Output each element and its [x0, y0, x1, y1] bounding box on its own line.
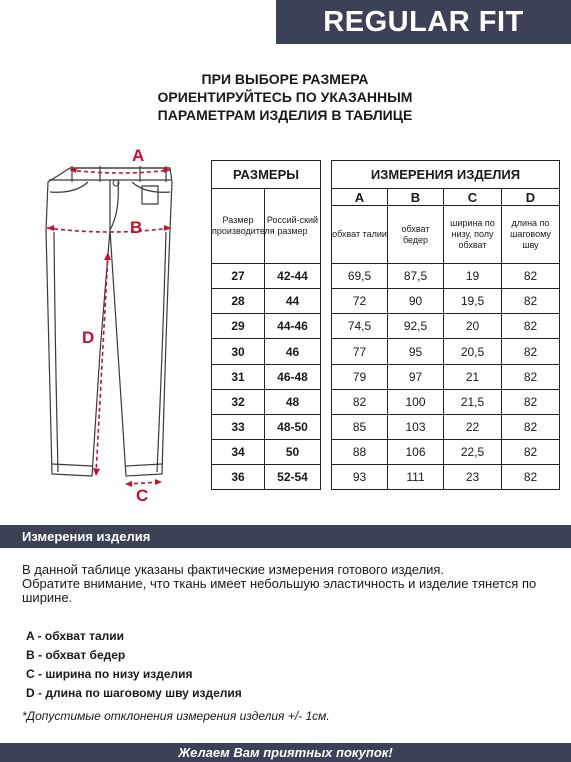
- table-row: [212, 464, 560, 489]
- table-row: [212, 264, 560, 289]
- cell-a: 77: [332, 339, 388, 364]
- cell-size: 32: [212, 389, 265, 414]
- label-a: A: [132, 146, 145, 165]
- cell-d: 82: [502, 339, 560, 364]
- arrowheads: [47, 167, 171, 487]
- sizes-header: РАЗМЕРЫ: [212, 161, 321, 189]
- cell-d: 82: [502, 414, 560, 439]
- measurement-legend: [26, 627, 242, 703]
- hem-right: [126, 464, 162, 466]
- cell-size: 27: [212, 264, 265, 289]
- cell-a: 88: [332, 439, 388, 464]
- russian-size-header: Россий-ский размер: [265, 189, 321, 264]
- cell-ru-size: 50: [265, 439, 321, 464]
- cell-size: 29: [212, 314, 265, 339]
- legend-item: B - обхват бедер: [26, 648, 126, 662]
- cell-c: 21: [444, 364, 502, 389]
- size-table: [211, 160, 560, 490]
- section-banner: [0, 525, 571, 548]
- cell-d: 82: [502, 389, 560, 414]
- manufacturer-size-header: Размер производителя: [212, 189, 265, 264]
- side-seam-right: [157, 232, 166, 472]
- cell-ru-size: 52-54: [265, 464, 321, 489]
- cell-c: 19: [444, 264, 502, 289]
- cell-d: 82: [502, 264, 560, 289]
- cell-a: 74,5: [332, 314, 388, 339]
- jeans-outline: [46, 168, 172, 476]
- col-letter-b: B: [388, 189, 444, 206]
- hip-line: [47, 228, 171, 232]
- col-letter-c: C: [444, 189, 502, 206]
- cell-d: 82: [502, 314, 560, 339]
- cell-ru-size: 42-44: [265, 264, 321, 289]
- cell-size: 28: [212, 289, 265, 314]
- title-banner: [276, 0, 571, 44]
- cell-b: 90: [388, 289, 444, 314]
- headline-line: ПАРАМЕТРАМ ИЗДЕЛИЯ В ТАБЛИЦЕ: [157, 107, 413, 123]
- cell-c: 20,5: [444, 339, 502, 364]
- cell-d: 82: [502, 464, 560, 489]
- headline-line: ОРИЕНТИРУЙТЕСЬ ПО УКАЗАННЫМ: [157, 89, 413, 105]
- jeans-diagram: [30, 142, 190, 507]
- legend-item: C - ширина по низу изделия: [26, 667, 193, 681]
- cell-c: 20: [444, 314, 502, 339]
- cell-ru-size: 48-50: [265, 414, 321, 439]
- col-letter-d: D: [502, 189, 560, 206]
- cell-ru-size: 48: [265, 389, 321, 414]
- cell-d: 82: [502, 289, 560, 314]
- front-pocket-right: [132, 182, 170, 192]
- cell-a: 72: [332, 289, 388, 314]
- col-desc-a: обхват талии: [332, 206, 388, 264]
- side-seam-left: [54, 232, 58, 472]
- table-row: [212, 389, 560, 414]
- paragraph-line: В данной таблице указаны фактические измерения готового изделия.: [22, 562, 445, 577]
- cell-a: 85: [332, 414, 388, 439]
- waist-line: [70, 170, 170, 173]
- col-desc-b: обхват бедер: [388, 206, 444, 264]
- legend-item: D - длина по шаговому шву изделия: [26, 686, 242, 700]
- headline-line: ПРИ ВЫБОРЕ РАЗМЕРА: [201, 71, 369, 87]
- cell-size: 34: [212, 439, 265, 464]
- measurements-header: ИЗМЕРЕНИЯ ИЗДЕЛИЯ: [332, 161, 560, 189]
- label-d: D: [82, 328, 95, 347]
- table-row: [212, 414, 560, 439]
- cell-b: 103: [388, 414, 444, 439]
- cell-b: 111: [388, 464, 444, 489]
- table-gap: [321, 161, 332, 490]
- cell-size: 36: [212, 464, 265, 489]
- col-letter-a: A: [332, 189, 388, 206]
- cell-size: 30: [212, 339, 265, 364]
- coin-pocket: [142, 186, 158, 204]
- cell-b: 106: [388, 439, 444, 464]
- measure-lines: [47, 170, 171, 484]
- col-desc-d: длина по шаговому шву: [502, 206, 560, 264]
- legend-item: A - обхват талии: [26, 629, 125, 643]
- headline: [100, 70, 470, 124]
- cell-ru-size: 44-46: [265, 314, 321, 339]
- front-pocket-left: [50, 182, 88, 192]
- cell-a: 82: [332, 389, 388, 414]
- table-row: [212, 314, 560, 339]
- cell-d: 82: [502, 439, 560, 464]
- cell-b: 95: [388, 339, 444, 364]
- fly-stitch: [110, 180, 118, 230]
- info-paragraph: [22, 563, 552, 605]
- cell-c: 19,5: [444, 289, 502, 314]
- cell-a: 69,5: [332, 264, 388, 289]
- cell-b: 87,5: [388, 264, 444, 289]
- table-row: [212, 289, 560, 314]
- cell-c: 23: [444, 464, 502, 489]
- label-c: C: [136, 486, 149, 505]
- cell-c: 21,5: [444, 389, 502, 414]
- footer-banner: [0, 743, 571, 762]
- cell-a: 93: [332, 464, 388, 489]
- cell-b: 100: [388, 389, 444, 414]
- cell-ru-size: 46-48: [265, 364, 321, 389]
- cell-a: 79: [332, 364, 388, 389]
- label-b: B: [130, 218, 143, 237]
- inseam-line: [96, 254, 108, 474]
- page-title: REGULAR FIT: [323, 5, 524, 38]
- cell-b: 92,5: [388, 314, 444, 339]
- paragraph-line: Обратите внимание, что ткань имеет небольшую эластичность и изделие тянется по ширине.: [22, 576, 537, 605]
- cell-ru-size: 44: [265, 289, 321, 314]
- cell-c: 22: [444, 414, 502, 439]
- cell-d: 82: [502, 364, 560, 389]
- cell-ru-size: 46: [265, 339, 321, 364]
- table-row: [212, 339, 560, 364]
- section-title: Измерения изделия: [22, 529, 151, 544]
- tolerance-note: *Допустимые отклонения измерения изделия +/- 1см.: [22, 709, 330, 723]
- cell-b: 97: [388, 364, 444, 389]
- footer-text: Желаем Вам приятных покупок!: [178, 745, 393, 760]
- cell-c: 22,5: [444, 439, 502, 464]
- cell-size: 33: [212, 414, 265, 439]
- cell-size: 31: [212, 364, 265, 389]
- table-row: [212, 364, 560, 389]
- col-desc-c: ширина по низу, полу обхват: [444, 206, 502, 264]
- table-row: [212, 439, 560, 464]
